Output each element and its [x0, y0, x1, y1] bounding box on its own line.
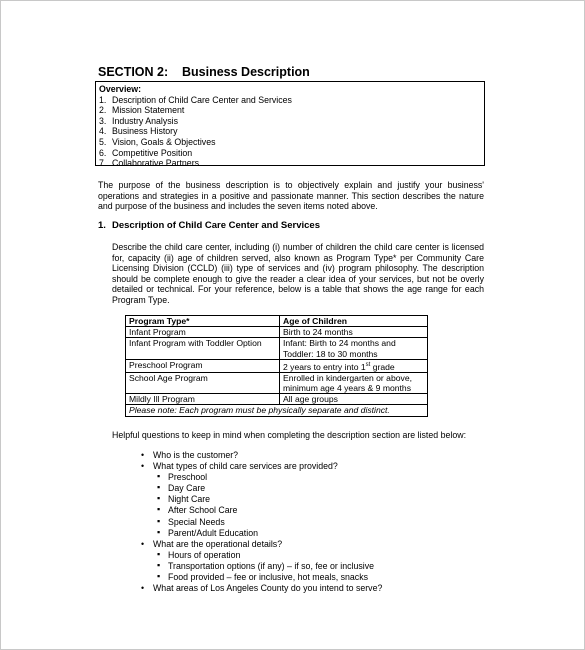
overview-item-text: Mission Statement [112, 105, 185, 116]
bullet-icon: • [141, 583, 145, 594]
question-text: Who is the customer? [153, 450, 239, 460]
age-text: 2 years to entry into 1 [283, 361, 366, 372]
service-types-list [141, 472, 382, 539]
question-item [141, 461, 382, 472]
overview-item-number: 7. [99, 158, 107, 169]
bullet-icon: • [141, 461, 145, 472]
overview-item-number: 3. [99, 115, 107, 126]
table-note-row [126, 405, 428, 416]
list-item-text: Preschool [168, 472, 208, 483]
overview-item [99, 95, 484, 106]
list-item-text: Day Care [168, 483, 206, 494]
overview-item-number: 4. [99, 126, 107, 137]
overview-item-text: Industry Analysis [112, 115, 179, 126]
list-item [157, 572, 382, 583]
square-bullet-icon: ▪ [157, 482, 161, 493]
program-type-table [125, 315, 428, 417]
table-cell-age: Infant: Birth to 24 months and Toddler: 18 to 30 months [280, 338, 428, 359]
overview-item-text: Vision, Goals & Objectives [112, 136, 216, 147]
table-cell-age [280, 359, 428, 372]
questions-list [141, 450, 382, 594]
list-item [157, 550, 382, 561]
table-header-row [126, 316, 428, 327]
list-item-text: Night Care [168, 494, 211, 505]
list-item-text: Hours of operation [168, 549, 241, 560]
age-text-end: grade [370, 361, 395, 372]
section-title: Business Description [182, 65, 310, 79]
overview-item-number: 2. [99, 105, 107, 116]
table-cell-program: Infant Program [126, 327, 280, 338]
list-item [157, 517, 382, 528]
overview-item-number: 1. [99, 94, 107, 105]
overview-item [99, 105, 484, 116]
question-item [141, 583, 382, 594]
overview-item [99, 126, 484, 137]
square-bullet-icon: ▪ [157, 526, 161, 537]
overview-box [95, 81, 485, 169]
overview-item-text: Collaborative Partners [112, 158, 200, 169]
subsection-number: 1. [98, 220, 106, 231]
table-cell-age: All age groups [280, 394, 428, 405]
square-bullet-icon: ▪ [157, 471, 161, 482]
square-bullet-icon: ▪ [157, 548, 161, 559]
list-item [157, 561, 382, 572]
overview-item-text: Competitive Position [112, 147, 193, 158]
question-text: What types of child care services are provided? [153, 461, 338, 472]
table-header-age: Age of Children [280, 316, 428, 327]
age-superscript: st [365, 361, 371, 368]
operational-details-list [141, 550, 382, 583]
question-item [141, 450, 382, 461]
table-row [126, 372, 428, 393]
section-heading [98, 65, 310, 79]
helpful-questions-intro: Helpful questions to keep in mind when completing the description section are listed below: [112, 430, 467, 440]
overview-item-number: 5. [99, 136, 107, 147]
list-item-text: Parent/Adult Education [168, 527, 258, 538]
table-row [126, 359, 428, 372]
list-item-text: Food provided – fee or inclusive, hot meals, snacks [168, 572, 368, 583]
overview-item [99, 158, 484, 169]
table-note: Please note: Each program must be physically separate and distinct. [126, 405, 428, 416]
overview-title: Overview: [99, 84, 142, 94]
table-cell-program: Preschool Program [126, 359, 280, 372]
overview-item-text: Description of Child Care Center and Services [112, 94, 292, 105]
overview-item-number: 6. [99, 147, 107, 158]
table-cell-program: School Age Program [126, 372, 280, 393]
overview-item [99, 148, 484, 159]
section-number: SECTION 2: [98, 65, 169, 79]
square-bullet-icon: ▪ [157, 571, 161, 582]
list-item [157, 483, 382, 494]
subsection-heading [98, 220, 320, 231]
overview-item-text: Business History [112, 126, 178, 137]
table-cell-program: Mildly Ill Program [126, 394, 280, 405]
question-item [141, 539, 382, 550]
subsection-title: Description of Child Care Center and Services [112, 220, 321, 231]
square-bullet-icon: ▪ [157, 493, 161, 504]
description-paragraph: Describe the child care center, including (i) number of children the child care center is licensed for, capacity (ii) age of children served, also known as Program Type* per Community Care Licensing Division (CCLD) (iii) type of services and (iv) program philosophy. The description should be complete enough to give the reader a clear idea of your services, but not be overly detailed or technical. For your reference, below is a table that shows the age range for each Program Type. [112, 242, 484, 305]
table-cell-age: Enrolled in kindergarten or above, minimum age 4 years & 9 months [280, 372, 428, 393]
table-row [126, 394, 428, 405]
table-cell-age: Birth to 24 months [280, 327, 428, 338]
list-item-text: After School Care [168, 505, 238, 516]
square-bullet-icon: ▪ [157, 559, 161, 570]
overview-item [99, 137, 484, 148]
table-row [126, 327, 428, 338]
question-text: What are the operational details? [153, 538, 283, 549]
list-item [157, 528, 382, 539]
list-item [157, 494, 382, 505]
square-bullet-icon: ▪ [157, 504, 161, 515]
list-item-text: Special Needs [168, 516, 225, 527]
question-text: What areas of Los Angeles County do you intend to serve? [153, 583, 383, 594]
table-row [126, 338, 428, 359]
list-item [157, 472, 382, 483]
square-bullet-icon: ▪ [157, 515, 161, 526]
table-cell-program: Infant Program with Toddler Option [126, 338, 280, 359]
table-header-program-type: Program Type* [126, 316, 280, 327]
bullet-icon: • [141, 450, 145, 460]
overview-item [99, 116, 484, 127]
bullet-icon: • [141, 538, 145, 549]
list-item [157, 505, 382, 516]
list-item-text: Transportation options (if any) – if so, fee or inclusive [168, 560, 375, 571]
purpose-paragraph: The purpose of the business description is to objectively explain and justify your business' operations and strategies in a positive and passionate manner. This section describes the nature and purpose of the business and includes the seven items noted above. [98, 180, 484, 212]
